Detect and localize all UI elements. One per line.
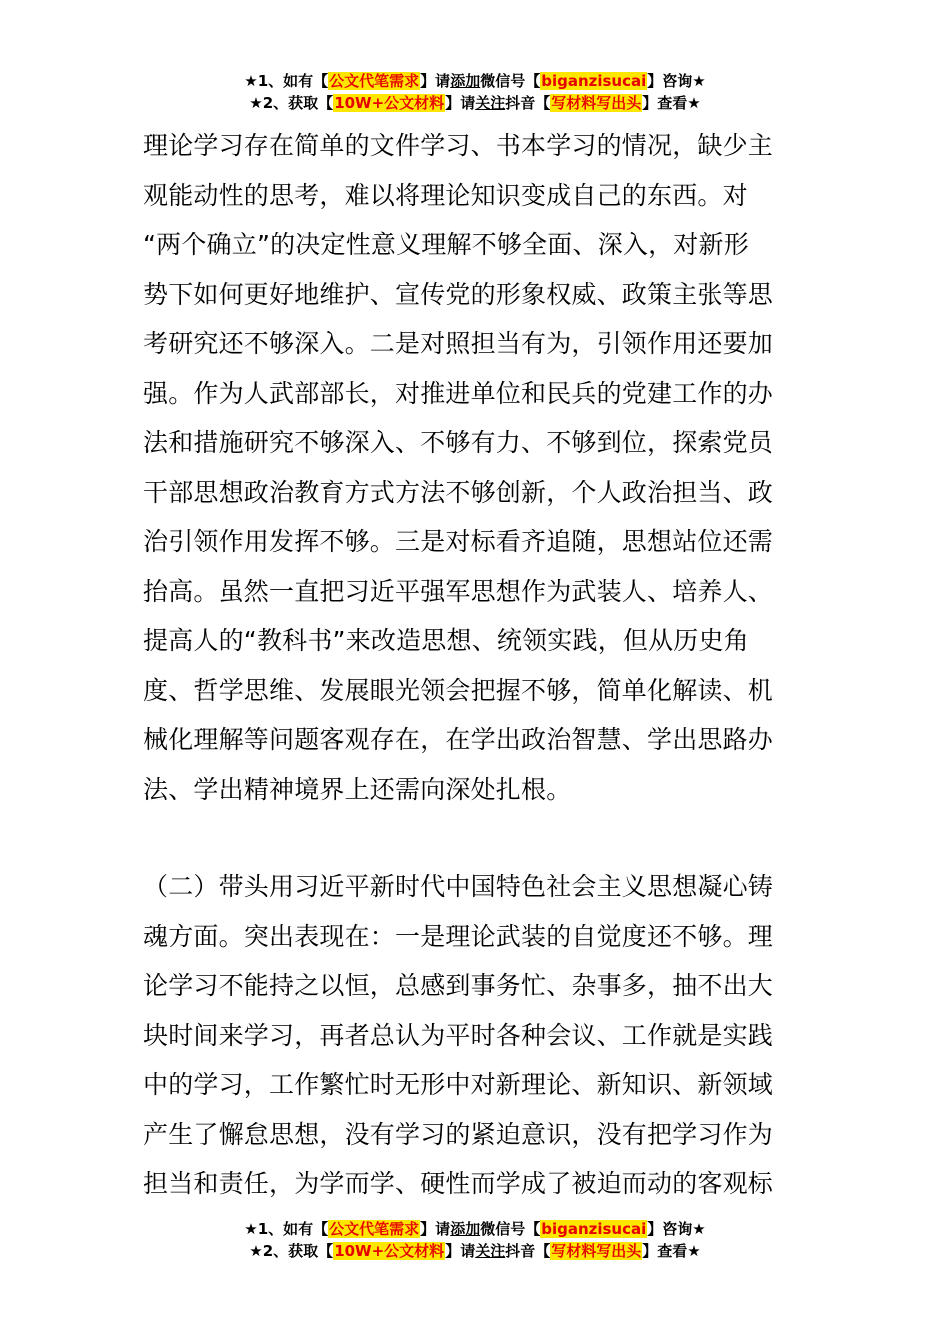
banner-line-2: ★2、获取【10W+公文材料】请关注抖音【写材料写出头】查看★	[249, 94, 701, 112]
text-line: 中的学习，工作繁忙时无形中对新理论、新知识、新领域	[143, 1070, 774, 1099]
highlight-douyin-account: 写材料写出头	[551, 94, 642, 112]
text-line: 魂方面。突出表现在：一是理论武装的自觉度还不够。理	[143, 921, 774, 951]
banner-line-1: ★1、如有【公文代笔需求】请添加微信号【biganzisucai】咨询★	[244, 72, 706, 90]
highlight-douyin-account: 写材料写出头	[551, 1242, 642, 1260]
banner-line-2: ★2、获取【10W+公文材料】请关注抖音【写材料写出头】查看★	[249, 1242, 701, 1260]
highlight-materials: 10W+公文材料	[334, 1242, 445, 1260]
text-line: 法、学出精神境界上还需向深处扎根。	[143, 774, 572, 804]
text-line: “两个确立”的决定性意义理解不够全面、深入，对新形	[143, 230, 749, 259]
text-line: 势下如何更好地维护、宣传党的形象权威、政策主张等思	[143, 279, 774, 309]
text-line: 法和措施研究不够深入、不够有力、不够到位，探索党员	[143, 428, 774, 457]
highlight-materials: 10W+公文材料	[334, 94, 445, 112]
text-line: 论学习不能持之以恒，总感到事务忙、杂事多，抽不出大	[143, 971, 774, 1000]
highlight-service: 公文代笔需求	[329, 72, 420, 90]
text-line: 块时间来学习，再者总认为平时各种会议、工作就是实践	[143, 1020, 774, 1050]
text-line: 观能动性的思考，难以将理论知识变成自己的东西。对	[143, 180, 748, 210]
text-line: （二）带头用习近平新时代中国特色社会主义思想凝心铸	[143, 872, 774, 901]
text-line: 理论学习存在简单的文件学习、书本学习的情况，缺少主	[143, 131, 774, 160]
text-line: 担当和责任，为学而学、硬性而学成了被迫而动的客观标	[143, 1169, 774, 1198]
text-line: 抬高。虽然一直把习近平强军思想作为武装人、培养人、	[143, 576, 774, 606]
text-line: 治引领作用发挥不够。三是对标看齐追随，思想站位还需	[143, 527, 774, 556]
highlight-wechat-id: biganzisucai	[541, 1220, 647, 1238]
text-line: 强。作为人武部部长，对推进单位和民兵的党建工作的办	[143, 378, 774, 408]
highlight-service: 公文代笔需求	[329, 1220, 420, 1238]
text-line: 考研究还不够深入。二是对照担当有为，引领作用还要加	[143, 329, 774, 358]
header-banner	[0, 70, 950, 114]
paragraph-2	[143, 862, 813, 1209]
footer-banner	[0, 1218, 950, 1262]
text-line: 产生了懈怠思想，没有学习的紧迫意识，没有把学习作为	[143, 1119, 774, 1149]
paragraph-1	[143, 121, 813, 814]
text-line: 干部思想政治教育方式方法不够创新，个人政治担当、政	[143, 477, 774, 507]
highlight-wechat-id: biganzisucai	[541, 72, 647, 90]
text-line: 度、哲学思维、发展眼光领会把握不够，简单化解读、机	[143, 675, 774, 705]
text-line: 械化理解等问题客观存在，在学出政治智慧、学出思路办	[143, 725, 774, 754]
banner-line-1: ★1、如有【公文代笔需求】请添加微信号【biganzisucai】咨询★	[244, 1220, 706, 1238]
text-line: 提高人的“教科书”来改造思想、统领实践，但从历史角	[143, 626, 749, 655]
